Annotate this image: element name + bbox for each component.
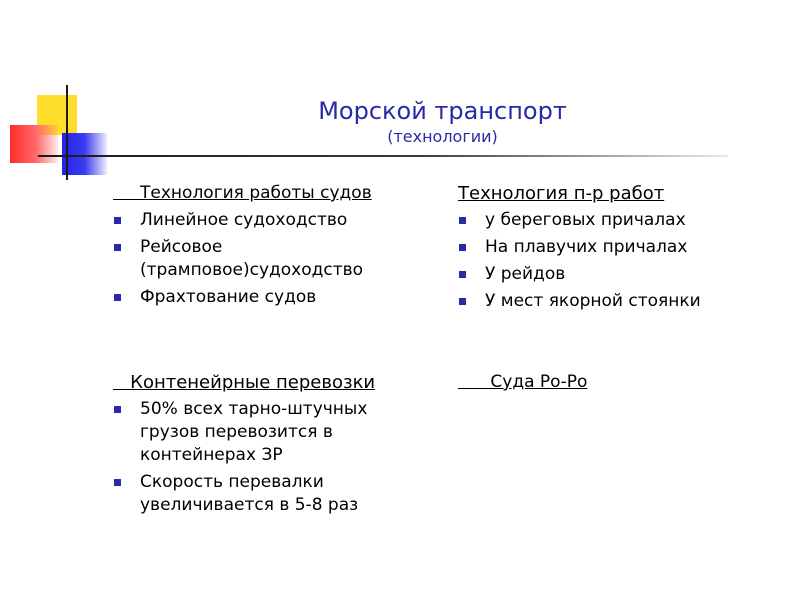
right-column [458,182,758,313]
right-section1-list [458,209,758,313]
right-section2-heading: Суда Ро-Ро [458,372,588,392]
left-column [113,182,413,309]
list-item: 50% всех тарно-штучных грузов перевозится в контейнерах ЗР [113,398,413,467]
list-item: Рейсовое (трамповое)судоходство [113,236,413,282]
list-item: У рейдов [458,263,758,286]
list-item: Линейное судоходство [113,209,413,232]
right-section1-heading: Технология п-р работ [458,183,665,204]
left-section2-list [113,398,413,517]
list-item: На плавучих причалах [458,236,758,259]
list-item: Скорость перевалки увеличивается в 5-8 раз [113,471,413,517]
title-block [230,96,655,148]
slide-title: Морской транспорт [318,97,567,125]
decor-vertical-line [66,85,68,180]
decor-horizontal-line [38,155,728,157]
left-section2-heading: Контенейрные перевозки [113,372,376,393]
left-section1-heading: Технология работы судов [113,183,372,203]
decor-red-square [10,125,58,163]
list-item: у береговых причалах [458,209,758,232]
left-section1-list [113,209,413,309]
list-item: У мест якорной стоянки [458,290,758,313]
decor-blue-square [62,133,107,175]
slide-subtitle: (технологии) [387,127,498,146]
list-item: Фрахтование судов [113,286,413,309]
left-section2 [113,371,413,517]
right-section2 [458,371,758,394]
